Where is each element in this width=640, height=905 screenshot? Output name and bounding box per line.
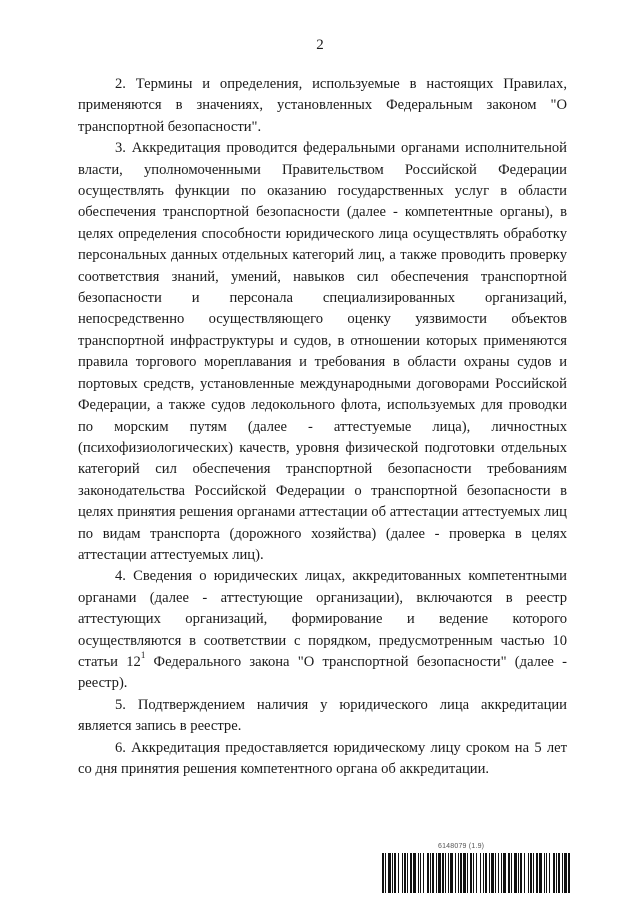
barcode-bar	[423, 853, 424, 893]
barcode-bar	[418, 853, 419, 893]
barcode-bar	[445, 853, 446, 893]
barcode-graphic	[382, 853, 570, 893]
barcode-bar	[438, 853, 441, 893]
superscript-1: 1	[140, 650, 146, 661]
barcode-bar	[432, 853, 434, 893]
barcode-bar	[508, 853, 510, 893]
barcode-bar	[498, 853, 499, 893]
barcode-bar	[549, 853, 550, 893]
barcode-bar	[450, 853, 453, 893]
paragraph-3: 3. Аккредитация проводится федеральными органами исполнительной власти, уполномоченными Правительством Российской Федерации осуществлять функции по оказанию государственных услуг в области обеспечения транспортной безопасности (далее - компетентные органы), в целях определения способности юридического лица осуществлять обработку персональных данных отдельных категорий лиц, а также проводить проверку соответствия знаний, умений, навыков сил обеспечения транспортной безопасности и персонала специализированных организаций, непосредственно осуществляющего оценку уязвимости объектов транспортной инфраструктуры и судов, в отношении которых применяются правила торгового мореплавания и требования в области охраны судов и портовых средств, установленные международными договорами Российской Федерации, а также судов ледокольного флота, используемых для проводки по морским путям (далее - аттестуемые лица), личностных (психофизиологических) качеств, уровня физической подготовки отдельных категорий сил обеспечения транспортной безопасности требованиям законодательства Российской Федерации о транспортной безопасности в целях принятия решения органами аттестации об аттестации аттестуемых лиц по видам транспорта (дорожного хозяйства) (далее - проверка в целях аттестации аттестуемых лиц).	[78, 140, 567, 563]
page-number: 2	[316, 37, 324, 53]
barcode-bar	[530, 853, 532, 893]
barcode-bar	[520, 853, 522, 893]
document-body	[78, 74, 567, 780]
barcode-bar	[511, 853, 512, 893]
barcode-bar	[536, 853, 538, 893]
barcode-bar	[410, 853, 412, 893]
barcode-bar	[485, 853, 487, 893]
barcode-bar	[473, 853, 474, 893]
barcode-bar	[553, 853, 555, 893]
barcode-bar	[392, 853, 393, 893]
barcode-bar	[483, 853, 484, 893]
barcode-bar	[476, 853, 477, 893]
barcode-bar	[564, 853, 567, 893]
barcode-bar	[539, 853, 542, 893]
barcode-bar	[463, 853, 466, 893]
barcode-bar	[533, 853, 534, 893]
barcode-bar	[388, 853, 391, 893]
barcode-bar	[407, 853, 408, 893]
barcode-bar	[436, 853, 437, 893]
barcode-bar	[385, 853, 386, 893]
barcode-bar	[503, 853, 506, 893]
barcode-bar	[491, 853, 494, 893]
barcode-bar	[518, 853, 519, 893]
barcode-bar	[455, 853, 456, 893]
barcode-bar	[546, 853, 547, 893]
barcode-bar	[382, 853, 384, 893]
paragraph-5: 5. Подтверждением наличия у юридического лица аккредитации является запись в реестре.	[78, 696, 567, 735]
barcode-bar	[470, 853, 472, 893]
barcode-bar	[562, 853, 563, 893]
barcode-bar	[544, 853, 545, 893]
barcode-bar	[501, 853, 502, 893]
barcode-bar	[458, 853, 459, 893]
barcode-bar	[467, 853, 468, 893]
barcode-bar	[514, 853, 517, 893]
barcode-bar	[430, 853, 431, 893]
paragraph-4	[78, 566, 567, 694]
barcode-bar	[528, 853, 529, 893]
barcode-bar	[398, 853, 399, 893]
barcode-bar	[427, 853, 429, 893]
barcode-bar	[448, 853, 449, 893]
paragraph-4-part-2: Федерального закона "О транспортной безопасности" (далее - реестр).	[78, 653, 568, 692]
barcode-bar	[420, 853, 421, 893]
barcode-bar	[394, 853, 396, 893]
barcode-bar	[460, 853, 462, 893]
barcode-bar	[442, 853, 444, 893]
barcode-bar	[524, 853, 525, 893]
paragraph-6: 6. Аккредитация предоставляется юридическому лицу сроком на 5 лет со дня принятия решения компетентного органа об аккредитации.	[78, 739, 567, 777]
barcode-bar	[495, 853, 496, 893]
barcode-bar	[558, 853, 560, 893]
barcode-bar	[489, 853, 490, 893]
barcode-bar	[402, 853, 403, 893]
barcode-bar	[480, 853, 481, 893]
barcode-bar	[413, 853, 416, 893]
barcode-caption: 6148079 (1.9)	[438, 843, 485, 850]
barcode-bar	[556, 853, 557, 893]
paragraph-4-part-1: 4. Сведения о юридических лицах, аккредитованных компетентными органами (далее - аттестующие организации), включаются в реестр аттестующих организаций, формирование и ведение которого осуществляются в соответствии с порядком, предусмотренным частью 10 статьи 12	[78, 568, 567, 670]
barcode-bar	[404, 853, 406, 893]
paragraph-2: 2. Термины и определения, используемые в настоящих Правилах, применяются в значениях, установленных Федеральным законом "О транспортной безопасности".	[78, 76, 567, 135]
barcode-bar	[568, 853, 570, 893]
barcode	[382, 853, 570, 893]
